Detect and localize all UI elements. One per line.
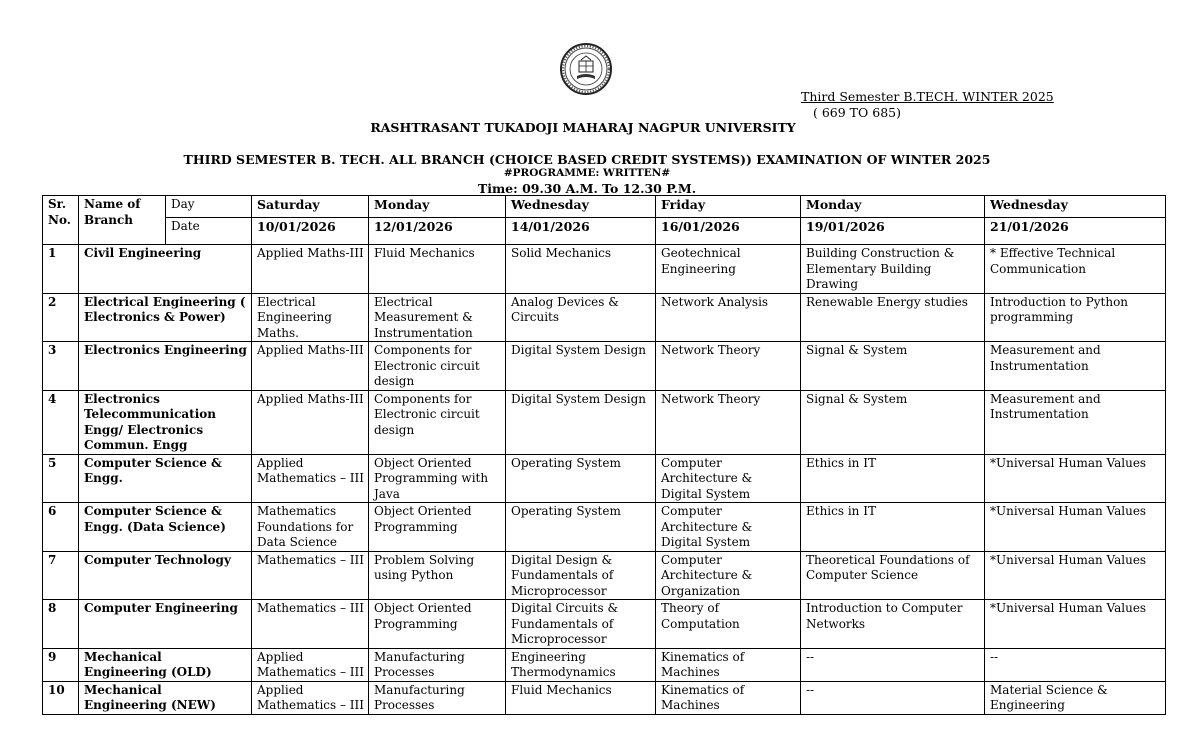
table-row bbox=[43, 600, 1166, 649]
subject-cell: Object Oriented Programming bbox=[369, 600, 506, 649]
subject-cell: Theoretical Foundations of Computer Science bbox=[801, 551, 985, 600]
subject-cell: Applied Maths-III bbox=[252, 342, 369, 391]
exam-title: THIRD SEMESTER B. TECH. ALL BRANCH (CHOICE BASED CREDIT SYSTEMS)) EXAMINATION OF WINTER 2025 bbox=[183, 152, 991, 167]
subject-cell: Network Theory bbox=[656, 342, 801, 391]
subject-cell: Problem Solving using Python bbox=[369, 551, 506, 600]
subject-cell: Mathematics Foundations for Data Science bbox=[252, 503, 369, 552]
subject-cell: Operating System bbox=[506, 503, 656, 552]
day-row bbox=[43, 196, 1166, 218]
branch-name-cell: Computer Engineering bbox=[79, 600, 252, 649]
subject-cell: Digital Design & Fundamentals of Microprocessor bbox=[506, 551, 656, 600]
date-label: Date bbox=[166, 218, 252, 245]
day-cell: Monday bbox=[801, 196, 985, 218]
subject-cell: Signal & System bbox=[801, 342, 985, 391]
branch-name-cell: Mechanical Engineering (NEW) bbox=[79, 681, 252, 714]
subject-cell: Mathematics – III bbox=[252, 551, 369, 600]
date-cell: 16/01/2026 bbox=[656, 218, 801, 245]
subject-cell: Components for Electronic circuit design bbox=[369, 342, 506, 391]
date-row bbox=[43, 218, 1166, 245]
branch-name-cell: Electronics Engineering bbox=[79, 342, 252, 391]
subject-cell: Measurement and Instrumentation bbox=[985, 390, 1166, 454]
sr-no-cell: 8 bbox=[43, 600, 79, 649]
exam-time: Time: 09.30 A.M. To 12.30 P.M. bbox=[477, 181, 697, 196]
subject-cell: Operating System bbox=[506, 454, 656, 503]
subject-cell: *Universal Human Values bbox=[985, 503, 1166, 552]
subject-cell: Material Science & Engineering bbox=[985, 681, 1166, 714]
day-label: Day bbox=[166, 196, 252, 218]
subject-cell: *Universal Human Values bbox=[985, 454, 1166, 503]
subject-cell: Applied Mathematics – III bbox=[252, 648, 369, 681]
branch-name-cell: Civil Engineering bbox=[79, 245, 252, 294]
subject-cell: Electrical Measurement & Instrumentation bbox=[369, 293, 506, 342]
subject-cell: Geotechnical Engineering bbox=[656, 245, 801, 294]
subject-cell: Digital System Design bbox=[506, 390, 656, 454]
table-row bbox=[43, 454, 1166, 503]
subject-cell: Renewable Energy studies bbox=[801, 293, 985, 342]
branch-name-cell: Computer Technology bbox=[79, 551, 252, 600]
subject-cell: Electrical Engineering Maths. bbox=[252, 293, 369, 342]
sr-header: Sr. No. bbox=[43, 196, 79, 245]
subject-cell: * Effective Technical Communication bbox=[985, 245, 1166, 294]
semester-line: Third Semester B.TECH. WINTER 2025 bbox=[801, 89, 1054, 104]
sr-no-cell: 1 bbox=[43, 245, 79, 294]
day-cell: Wednesday bbox=[985, 196, 1166, 218]
branch-name-cell: Electronics Telecommunication Engg/ Electronics Commun. Engg bbox=[79, 390, 252, 454]
subject-cell: Introduction to Computer Networks bbox=[801, 600, 985, 649]
subject-cell: Measurement and Instrumentation bbox=[985, 342, 1166, 391]
day-cell: Wednesday bbox=[506, 196, 656, 218]
subject-cell: Object Oriented Programming bbox=[369, 503, 506, 552]
day-cell: Friday bbox=[656, 196, 801, 218]
day-cell: Saturday bbox=[252, 196, 369, 218]
sr-no-cell: 5 bbox=[43, 454, 79, 503]
paper-range: ( 669 TO 685) bbox=[813, 105, 901, 120]
table-row bbox=[43, 293, 1166, 342]
table-row bbox=[43, 503, 1166, 552]
table-row bbox=[43, 648, 1166, 681]
table-row bbox=[43, 390, 1166, 454]
date-cell: 12/01/2026 bbox=[369, 218, 506, 245]
programme-line: #PROGRAMME: WRITTEN# bbox=[503, 167, 671, 179]
subject-cell: Digital System Design bbox=[506, 342, 656, 391]
subject-cell: Solid Mechanics bbox=[506, 245, 656, 294]
university-name: RASHTRASANT TUKADOJI MAHARAJ NAGPUR UNIVERSITY bbox=[370, 120, 796, 135]
sr-no-cell: 6 bbox=[43, 503, 79, 552]
subject-cell: Applied Mathematics – III bbox=[252, 681, 369, 714]
subject-cell: Fluid Mechanics bbox=[506, 681, 656, 714]
branch-name-cell: Mechanical Engineering (OLD) bbox=[79, 648, 252, 681]
subject-cell: Kinematics of Machines bbox=[656, 648, 801, 681]
timetable bbox=[42, 195, 1166, 715]
sr-no-cell: 10 bbox=[43, 681, 79, 714]
branch-name-cell: Computer Science & Engg. bbox=[79, 454, 252, 503]
day-cell: Monday bbox=[369, 196, 506, 218]
date-cell: 19/01/2026 bbox=[801, 218, 985, 245]
branch-name-cell: Electrical Engineering ( Electronics & Power) bbox=[79, 293, 252, 342]
subject-cell: *Universal Human Values bbox=[985, 600, 1166, 649]
subject-cell: Engineering Thermodynamics bbox=[506, 648, 656, 681]
branch-header: Name of Branch bbox=[79, 196, 166, 245]
subject-cell: Computer Architecture & Organization bbox=[656, 551, 801, 600]
table-row bbox=[43, 245, 1166, 294]
subject-cell: Digital Circuits & Fundamentals of Microprocessor bbox=[506, 600, 656, 649]
subject-cell: Manufacturing Processes bbox=[369, 681, 506, 714]
subject-cell: Signal & System bbox=[801, 390, 985, 454]
subject-cell: Ethics in IT bbox=[801, 454, 985, 503]
date-cell: 21/01/2026 bbox=[985, 218, 1166, 245]
sr-no-cell: 7 bbox=[43, 551, 79, 600]
table-row bbox=[43, 551, 1166, 600]
subject-cell: Applied Mathematics – III bbox=[252, 454, 369, 503]
branch-name-cell: Computer Science & Engg. (Data Science) bbox=[79, 503, 252, 552]
sr-no-cell: 4 bbox=[43, 390, 79, 454]
subject-cell: Network Analysis bbox=[656, 293, 801, 342]
subject-cell: Components for Electronic circuit design bbox=[369, 390, 506, 454]
university-seal-logo bbox=[559, 42, 613, 96]
subject-cell: Ethics in IT bbox=[801, 503, 985, 552]
subject-cell: Object Oriented Programming with Java bbox=[369, 454, 506, 503]
sr-no-cell: 2 bbox=[43, 293, 79, 342]
subject-cell: Computer Architecture & Digital System bbox=[656, 454, 801, 503]
subject-cell: -- bbox=[801, 648, 985, 681]
subject-cell: Theory of Computation bbox=[656, 600, 801, 649]
subject-cell: -- bbox=[985, 648, 1166, 681]
subject-cell: Manufacturing Processes bbox=[369, 648, 506, 681]
date-cell: 10/01/2026 bbox=[252, 218, 369, 245]
subject-cell: -- bbox=[801, 681, 985, 714]
subject-cell: Introduction to Python programming bbox=[985, 293, 1166, 342]
table-row bbox=[43, 342, 1166, 391]
subject-cell: Network Theory bbox=[656, 390, 801, 454]
subject-cell: Analog Devices & Circuits bbox=[506, 293, 656, 342]
subject-cell: Building Construction & Elementary Building Drawing bbox=[801, 245, 985, 294]
subject-cell: Applied Maths-III bbox=[252, 390, 369, 454]
subject-cell: Fluid Mechanics bbox=[369, 245, 506, 294]
subject-cell: Computer Architecture & Digital System bbox=[656, 503, 801, 552]
subject-cell: *Universal Human Values bbox=[985, 551, 1166, 600]
table-row bbox=[43, 681, 1166, 714]
sr-no-cell: 3 bbox=[43, 342, 79, 391]
sr-no-cell: 9 bbox=[43, 648, 79, 681]
subject-cell: Applied Maths-III bbox=[252, 245, 369, 294]
date-cell: 14/01/2026 bbox=[506, 218, 656, 245]
subject-cell: Kinematics of Machines bbox=[656, 681, 801, 714]
subject-cell: Mathematics – III bbox=[252, 600, 369, 649]
